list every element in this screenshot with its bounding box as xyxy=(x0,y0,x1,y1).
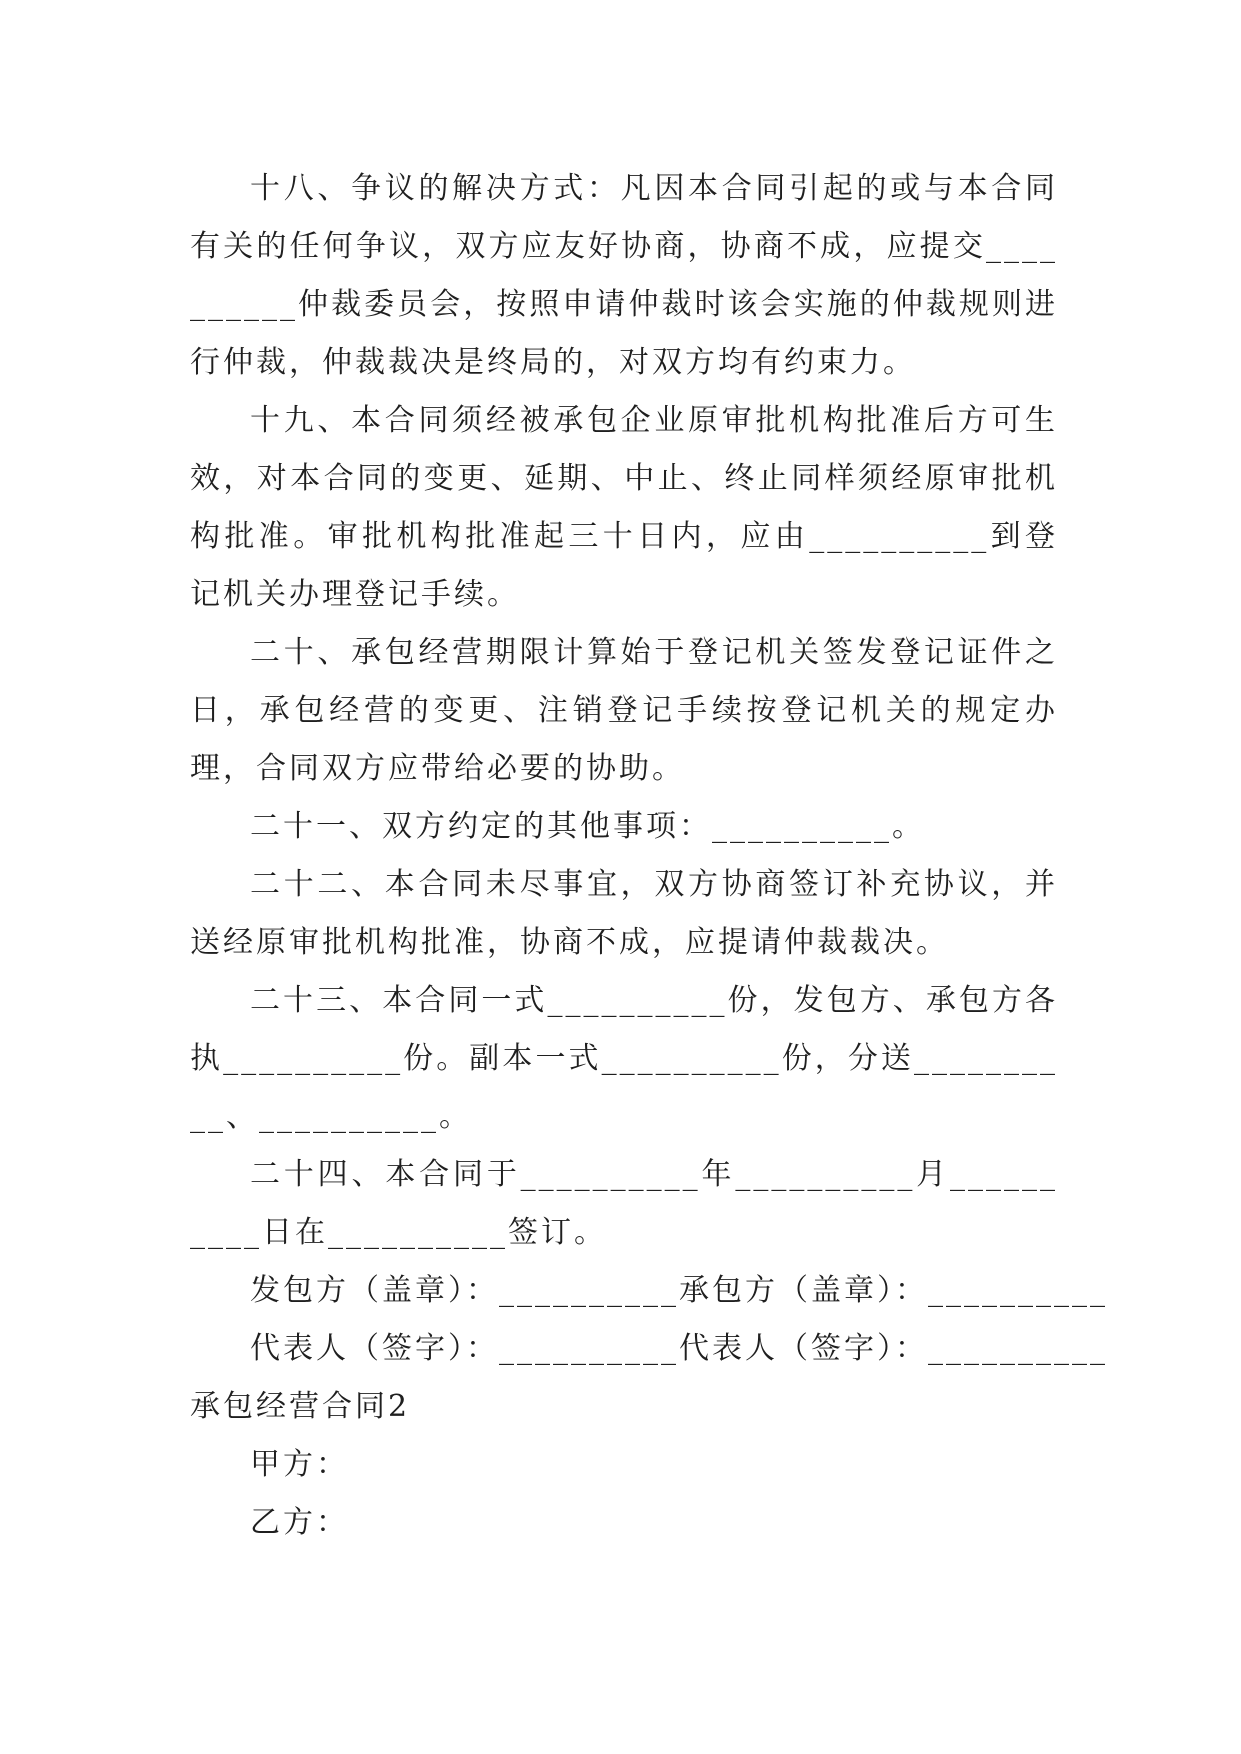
clause-21: 二十一、双方约定的其他事项：__________。 xyxy=(250,809,925,844)
party-a-label: 甲方： xyxy=(250,1447,349,1482)
clause-23: 二十三、本合同一式__________份，发包方、承包方各执__________份。副本一式__________份，分送__________、__________。 xyxy=(190,983,1058,1134)
party-b-label: 乙方： xyxy=(250,1505,349,1540)
clause-20: 二十、承包经营期限计算始于登记机关签发登记证件之日，承包经营的变更、注销登记手续按登记机关的规定办理，合同双方应带给必要的协助。 xyxy=(190,635,1058,786)
clause-18: 十八、争议的解决方式：凡因本合同引起的或与本合同有关的任何争议，双方应友好协商，协商不成，应提交__________仲裁委员会，按照申请仲裁时该会实施的仲裁规则进行仲裁，仲裁裁决是终局的，对双方均有约束力。 xyxy=(190,171,1058,380)
signature-row-representative: 代表人（签字）：__________代表人（签字）：__________ xyxy=(250,1331,1108,1366)
document-page xyxy=(190,160,1108,1552)
clause-19: 十九、本合同须经被承包企业原审批机构批准后方可生效，对本合同的变更、延期、中止、终止同样须经原审批机构批准。审批机构批准起三十日内，应由__________到登记机关办理登记手续。 xyxy=(190,403,1058,612)
clause-24: 二十四、本合同于__________年__________月__________日在__________签订。 xyxy=(190,1157,1058,1250)
signature-row-seal: 发包方（盖章）：__________承包方（盖章）：__________ xyxy=(250,1273,1108,1308)
clause-22: 二十二、本合同未尽事宜，双方协商签订补充协议，并送经原审批机构批准，协商不成，应提请仲裁裁决。 xyxy=(190,867,1058,960)
next-contract-title: 承包经营合同2 xyxy=(190,1389,411,1424)
